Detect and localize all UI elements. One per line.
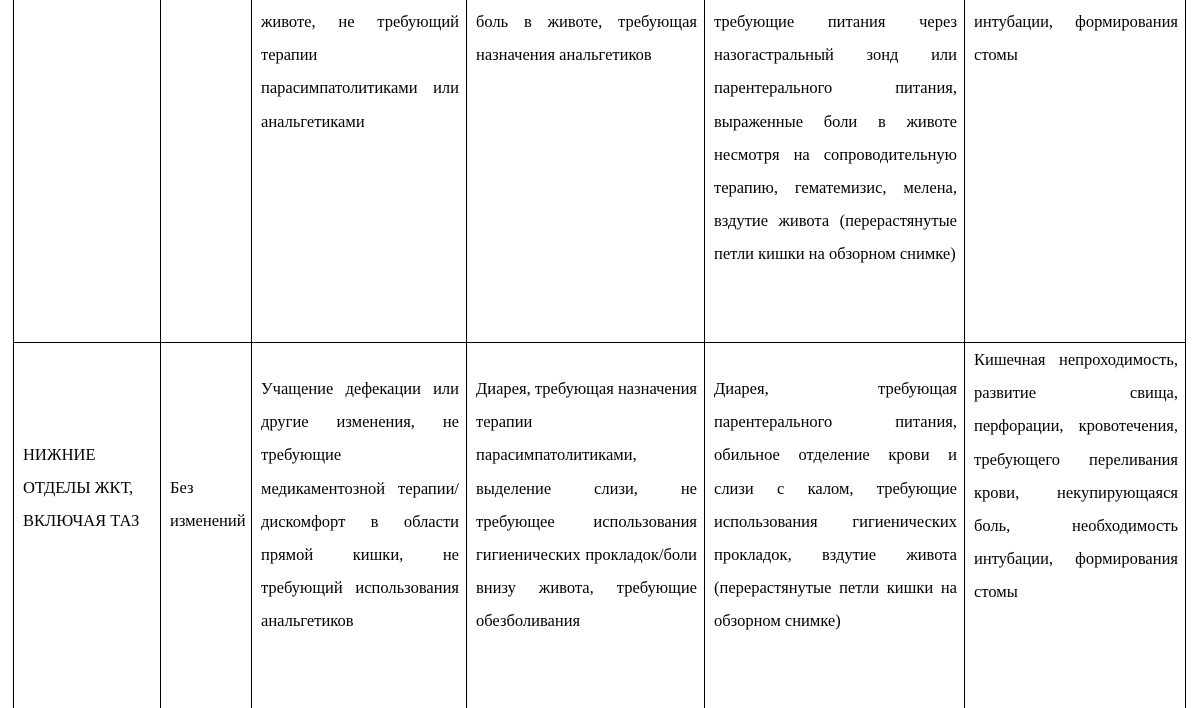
grade-1-cell: животе, не требующий терапии парасимпатолитиками или анальгетиками <box>252 0 467 343</box>
grade-2-cell: Диарея, требующая назначения терапии парасимпатолитиками, выделение слизи, не требующее использования гигиенических прокладок/боли внизу живота, требующие обезболивания <box>467 343 705 708</box>
table-row <box>14 0 1186 343</box>
grade-1-cell: Учащение дефекации или другие изменения, не требующие медикаментозной терапии/дискомфорт в области прямой кишки, не требующий использования анальгетиков <box>252 343 467 708</box>
toxicity-grading-table <box>13 0 1186 708</box>
grade-3-cell: Диарея, требующая парентерального питания, обильное отделение крови и слизи с калом, требующие использования гигиенических прокладок, вздутие живота (перерастянутые петли кишки на обзорном снимке) <box>705 343 965 708</box>
grade-4-cell: Кишечная непроходимость, развитие свища, перфорации, кровотечения, требующего переливания крови, некупирующаяся боль, необходимость интубации, формирования стомы <box>965 343 1186 708</box>
grade-3-cell: требующие питания через назогастральный зонд или парентерального питания, выраженные боли в животе несмотря на сопроводительную терапию, гематемизис, мелена, вздутие живота (перерастянутые петли кишки на обзорном снимке) <box>705 0 965 343</box>
table-row <box>14 343 1186 708</box>
grade-0-cell <box>161 0 252 343</box>
grade-0-cell: Без изменений <box>161 343 252 708</box>
grade-2-cell: боль в животе, требующая назначения анальгетиков <box>467 0 705 343</box>
grade-4-cell: интубации, формирования стомы <box>965 0 1186 343</box>
organ-system-cell: НИЖНИЕ ОТДЕЛЫ ЖКТ, ВКЛЮЧАЯ ТАЗ <box>14 343 161 708</box>
organ-system-cell <box>14 0 161 343</box>
